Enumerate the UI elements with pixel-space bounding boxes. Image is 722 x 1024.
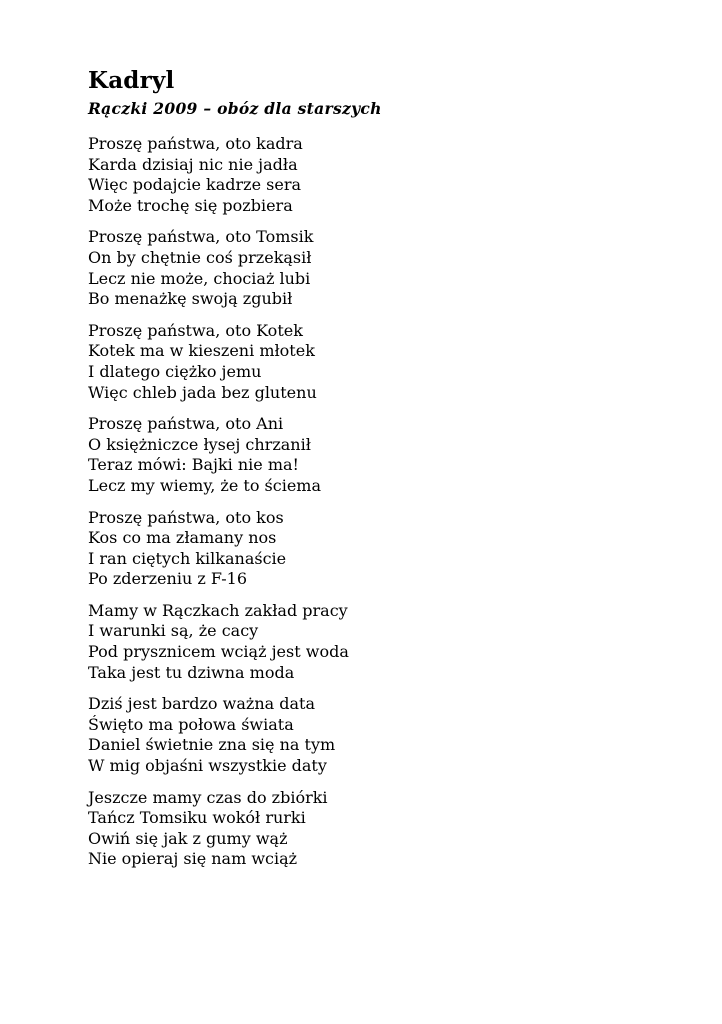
stanza bbox=[88, 414, 648, 496]
poem-line: Święto ma połowa świata bbox=[88, 714, 294, 734]
poem-title: Kadryl bbox=[88, 67, 175, 94]
stanza bbox=[88, 694, 648, 776]
stanza bbox=[88, 601, 648, 683]
poem-line: Pod prysznicem wciąż jest woda bbox=[88, 642, 349, 662]
poem-line: I dlatego ciężko jemu bbox=[88, 361, 262, 381]
poem-line: Proszę państwa, oto Ani bbox=[88, 414, 284, 434]
poem-line: O księżniczce łysej chrzanił bbox=[88, 434, 311, 454]
poem-line: Proszę państwa, oto Tomsik bbox=[88, 227, 314, 247]
poem-line: Dziś jest bardzo ważna data bbox=[88, 694, 315, 714]
stanza bbox=[88, 788, 648, 870]
poem-line: Daniel świetnie zna się na tym bbox=[88, 735, 336, 755]
poem-line: Kos co ma złamany nos bbox=[88, 528, 277, 548]
poem-line: Karda dzisiaj nic nie jadła bbox=[88, 154, 298, 174]
poem-line: Więc chleb jada bez glutenu bbox=[88, 382, 317, 402]
poem-body bbox=[88, 134, 648, 870]
poem-line: Może trochę się pozbiera bbox=[88, 195, 293, 215]
poem-line: Owiń się jak z gumy wąż bbox=[88, 828, 288, 848]
stanza bbox=[88, 321, 648, 403]
poem-line: Proszę państwa, oto kadra bbox=[88, 134, 303, 153]
poem-line: Kotek ma w kieszeni młotek bbox=[88, 341, 315, 361]
poem-line: Nie opieraj się nam wciąż bbox=[88, 849, 298, 869]
poem-line: Bo menażkę swoją zgubił bbox=[88, 289, 293, 309]
poem-line: I ran ciętych kilkanaście bbox=[88, 548, 287, 568]
poem-line: Teraz mówi: Bajki nie ma! bbox=[88, 455, 299, 475]
poem-line: W mig objaśni wszystkie daty bbox=[88, 756, 327, 776]
poem-line: Więc podajcie kadrze sera bbox=[88, 175, 302, 195]
stanza bbox=[88, 508, 648, 590]
poem-line: Lecz nie może, chociaż lubi bbox=[88, 268, 311, 288]
stanza bbox=[88, 134, 648, 216]
poem-line: Proszę państwa, oto Kotek bbox=[88, 320, 303, 340]
document-page bbox=[88, 66, 648, 881]
poem-line: Proszę państwa, oto kos bbox=[88, 507, 284, 527]
stanza bbox=[88, 227, 648, 309]
poem-line: Taka jest tu dziwna moda bbox=[88, 662, 295, 682]
poem-line: I warunki są, że cacy bbox=[88, 621, 259, 641]
poem-line: Lecz my wiemy, że to ściema bbox=[88, 475, 322, 495]
poem-line: Mamy w Rączkach zakład pracy bbox=[88, 600, 348, 620]
poem-line: Jeszcze mamy czas do zbiórki bbox=[88, 787, 328, 807]
poem-line: Tańcz Tomsiku wokół rurki bbox=[88, 808, 306, 828]
poem-subtitle: Rączki 2009 – obóz dla starszych bbox=[88, 99, 382, 118]
poem-line: On by chętnie coś przekąsił bbox=[88, 247, 312, 267]
poem-line: Po zderzeniu z F-16 bbox=[88, 569, 247, 589]
